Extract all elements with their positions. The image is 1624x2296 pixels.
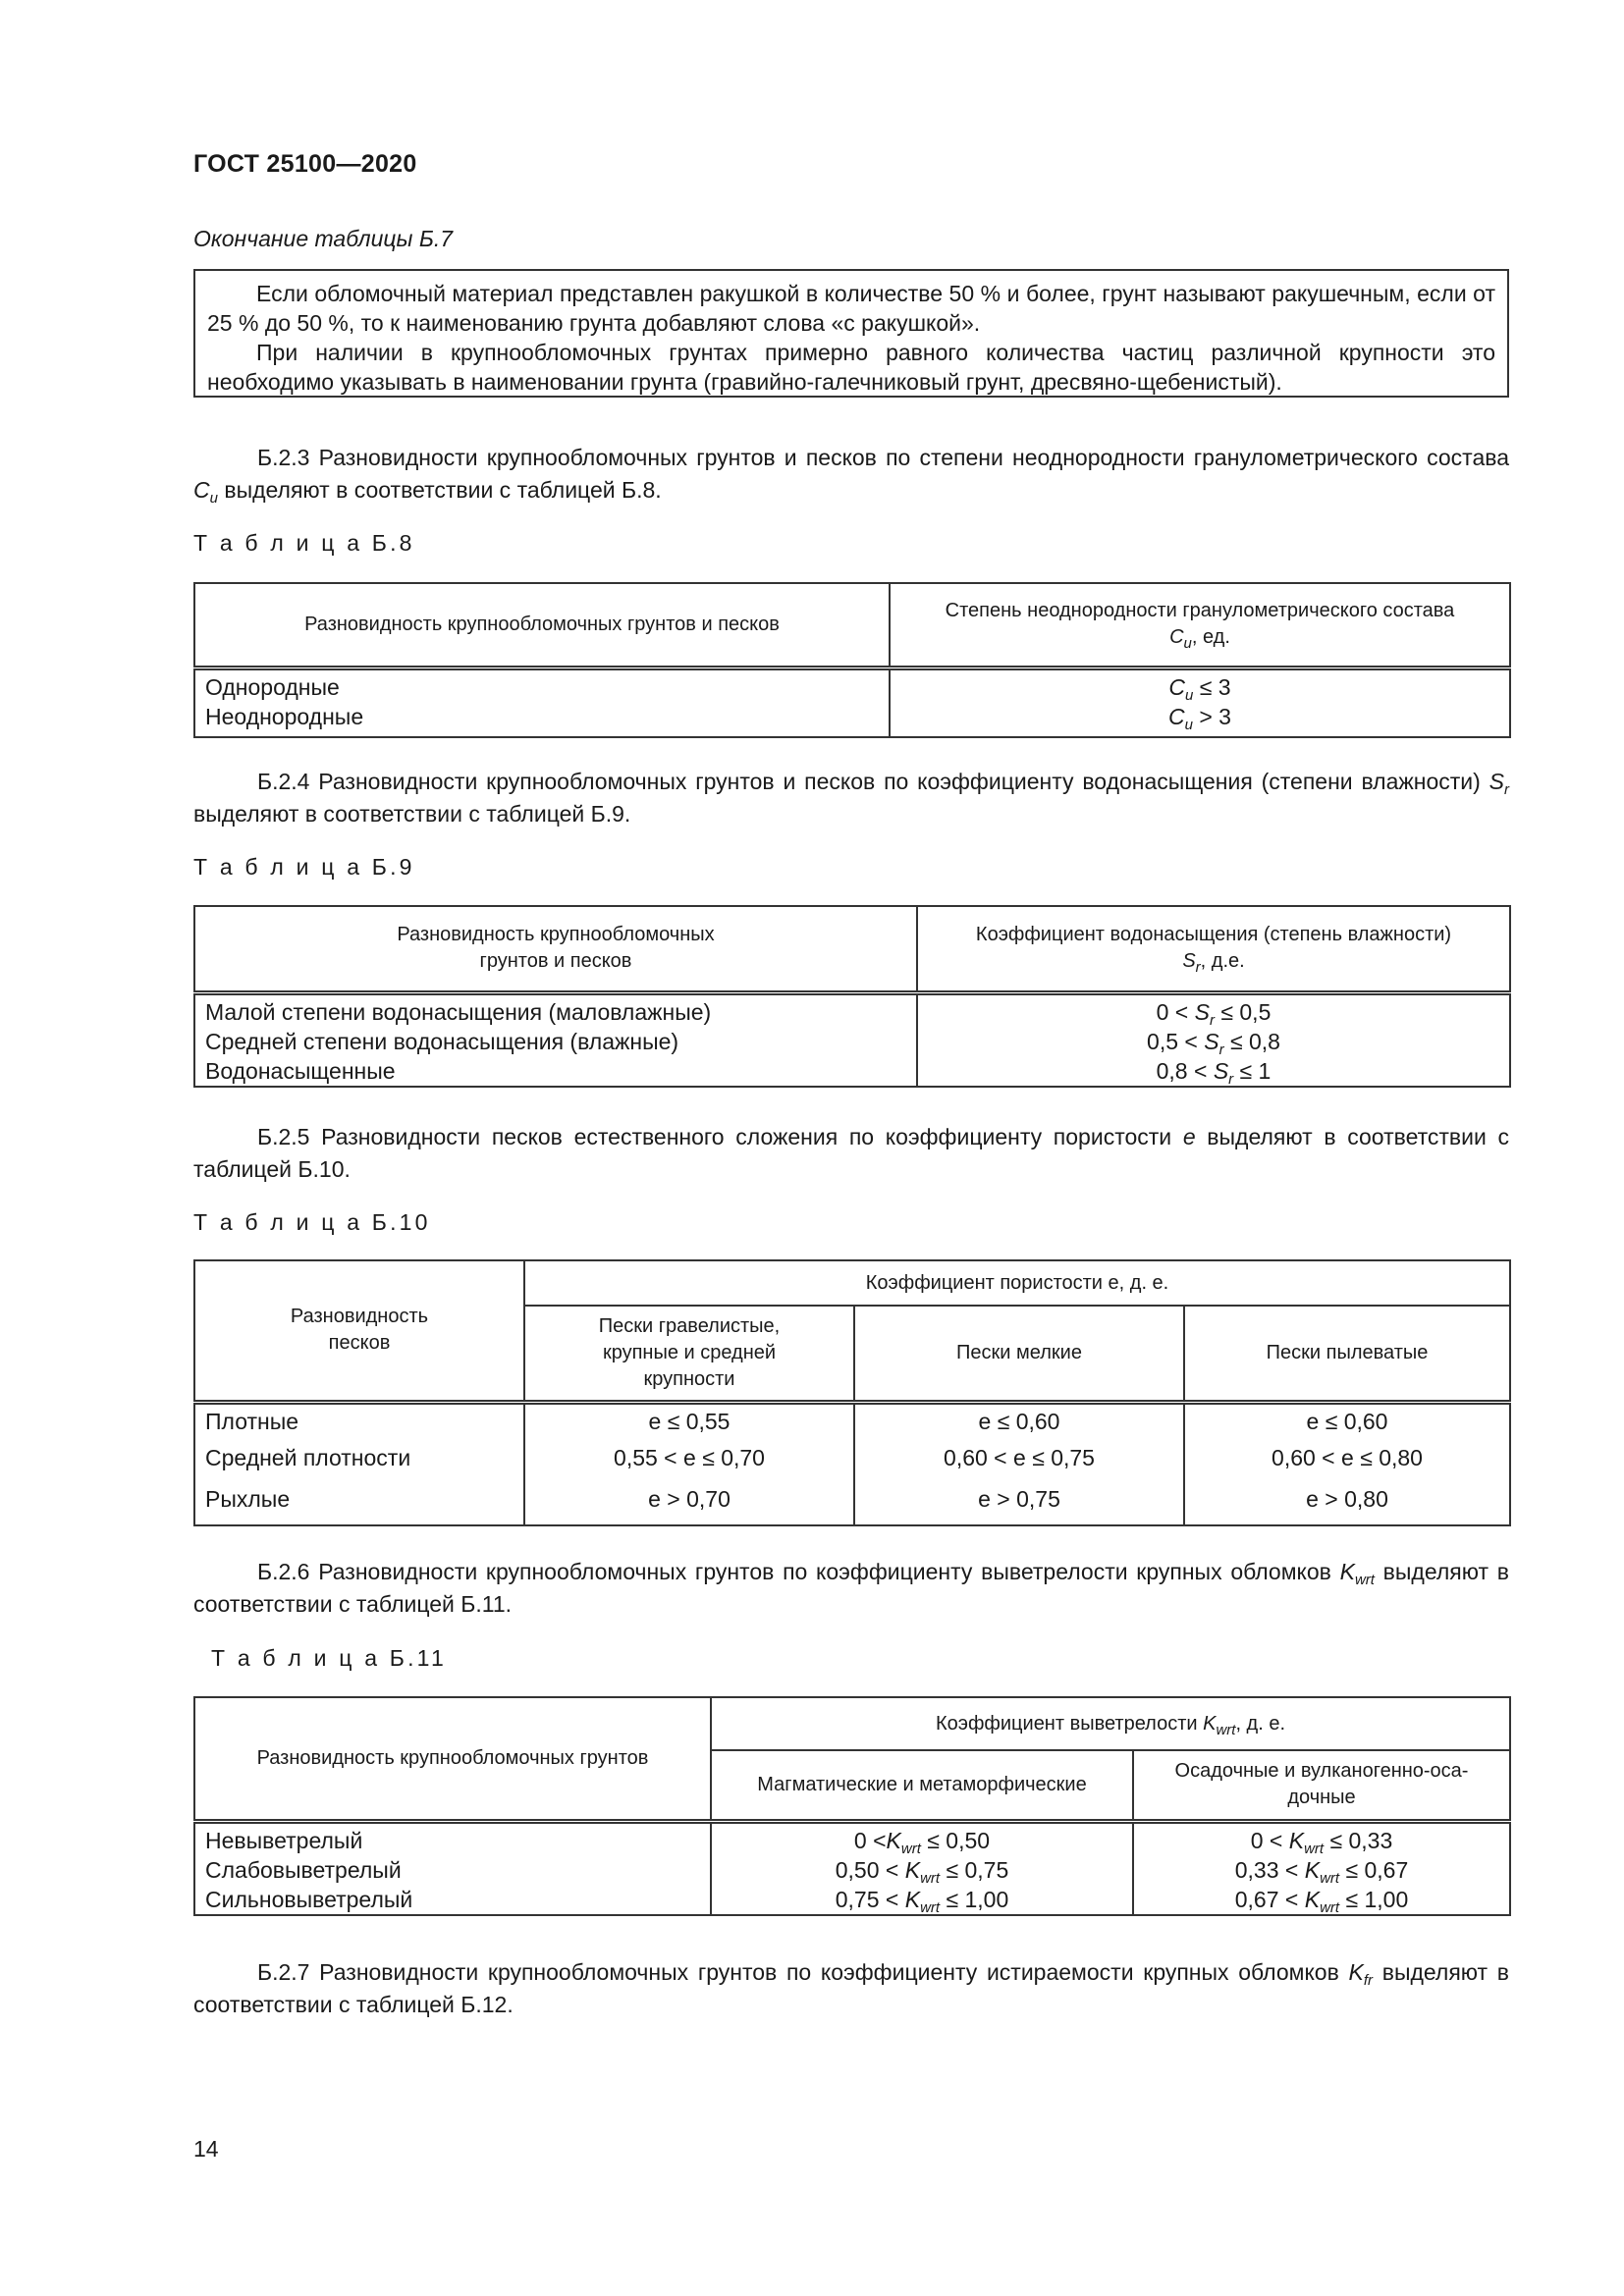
table-b9-caption: Т а б л и ц а Б.9 (193, 854, 415, 880)
table-row: Невыветрелый $0 <K_{wrt} \le 0,50$ $0 < K_{wrt} \le 0,33$ (194, 1821, 1510, 1855)
table-b7-end-box (193, 269, 1509, 398)
table-row: Средней степени водонасыщения (влажные) $0,5 < S_r \le 0,8$ (194, 1027, 1510, 1056)
table-b10-header-group: Коэффициент пористости е, д. е. (524, 1260, 1510, 1306)
table-b7-caption: Окончание таблицы Б.7 (193, 226, 454, 251)
table-b10-caption: Т а б л и ц а Б.10 (193, 1209, 431, 1235)
paragraph-b23: Б.2.3 Разновидности крупнообломочных грунтов и песков по степени неоднородности гранулометрического состава $C_u$ выделяют в соответствии с таблицей Б.8. (193, 445, 1509, 507)
paragraph-b27: Б.2.7 Разновидности крупнообломочных грунтов по коэффициенту истираемости крупных обломков $K_{fr}$ выделяют в соответствии с таблицей Б.12. (193, 1959, 1509, 2017)
paragraph-b25: Б.2.5 Разновидности песков естественного сложения по коэффициенту пористости e выделяют в соответствии с таблицей Б.10. (193, 1124, 1509, 1182)
table-b11-header-magmatic: Магматические и метаморфические (711, 1750, 1133, 1821)
table-b7-para-1: Если обломочный материал представлен ракушкой в количестве 50 % и более, грунт называют ракушечным, если от 25 % до 50 %, то к наименованию грунта добавляют слова «с ракушкой». (207, 281, 1495, 336)
paragraph-b24: Б.2.4 Разновидности крупнообломочных грунтов и песков по коэффициенту водонасыщения (степени влажности) $S_r$ выделяют в соответствии с таблицей Б.9. (193, 769, 1509, 827)
table-b10 (193, 1259, 1511, 1526)
table-b9-header-variety: Разновидность крупнообломочных грунтов и песков (194, 906, 917, 992)
paragraph-b26: Б.2.6 Разновидности крупнообломочных грунтов по коэффициенту выветрелости крупных обломков $K_{wrt}$ выделяют в соответствии с таблицей Б.11. (193, 1559, 1509, 1617)
table-b11-header-variety: Разновидность крупнообломочных грунтов (194, 1697, 711, 1821)
table-row: Однородные $C_u \le 3$ (194, 667, 1510, 702)
table-b8-header-coefficient: Степень неоднородности гранулометрического состава $C_u$, ед. (890, 583, 1510, 667)
table-row: Водонасыщенные $0,8 < S_r \le 1$ (194, 1056, 1510, 1087)
table-b10-header-variety: Разновидность песков (194, 1260, 524, 1402)
table-b11-header-group: Коэффициент выветрелости $K_{wrt}$, д. е. (711, 1697, 1510, 1750)
table-b11 (193, 1696, 1511, 1916)
table-b7-para-2: При наличии в крупнообломочных грунтах примерно равного количества частиц различной крупности это необходимо указывать в наименовании грунта (гравийно-галечниковый грунт, дресвяно-щебенистый). (207, 340, 1495, 395)
document-header: ГОСТ 25100—2020 (193, 150, 417, 178)
table-b10-header-gravelly: Пески гравелистые, крупные и средней крупности (524, 1306, 854, 1402)
table-row: Плотные e ≤ 0,55 e ≤ 0,60 e ≤ 0,60 (194, 1402, 1510, 1443)
table-row: Слабовыветрелый $0,50 < K_{wrt} \le 0,75$ $0,33 < K_{wrt} \le 0,67$ (194, 1855, 1510, 1885)
table-row: Рыхлые e > 0,70 e > 0,75 e > 0,80 (194, 1484, 1510, 1525)
table-b8-caption: Т а б л и ц а Б.8 (193, 530, 415, 556)
table-b8-header-variety: Разновидность крупнообломочных грунтов и песков (194, 583, 890, 667)
table-b9-header-coefficient: Коэффициент водонасыщения (степень влажности) $S_r$, д.е. (917, 906, 1510, 992)
table-b11-header-sedimentary: Осадочные и вулканогенно-оса- дочные (1133, 1750, 1510, 1821)
table-b8 (193, 582, 1511, 738)
page-number: 14 (193, 2136, 219, 2162)
table-row: Малой степени водонасыщения (маловлажные) $0 < S_r \le 0,5$ (194, 992, 1510, 1027)
table-b10-header-silty: Пески пылеватые (1184, 1306, 1510, 1402)
table-b9 (193, 905, 1511, 1088)
table-row: Сильновыветрелый $0,75 < K_{wrt} \le 1,00$ $0,67 < K_{wrt} \le 1,00$ (194, 1885, 1510, 1915)
table-row: Неоднородные $C_u > 3$ (194, 702, 1510, 737)
table-b10-header-fine: Пески мелкие (854, 1306, 1184, 1402)
table-b11-caption: Т а б л и ц а Б.11 (211, 1645, 447, 1671)
table-row: Средней плотности 0,55 < e ≤ 0,70 0,60 < e ≤ 0,75 0,60 < e ≤ 0,80 (194, 1443, 1510, 1484)
